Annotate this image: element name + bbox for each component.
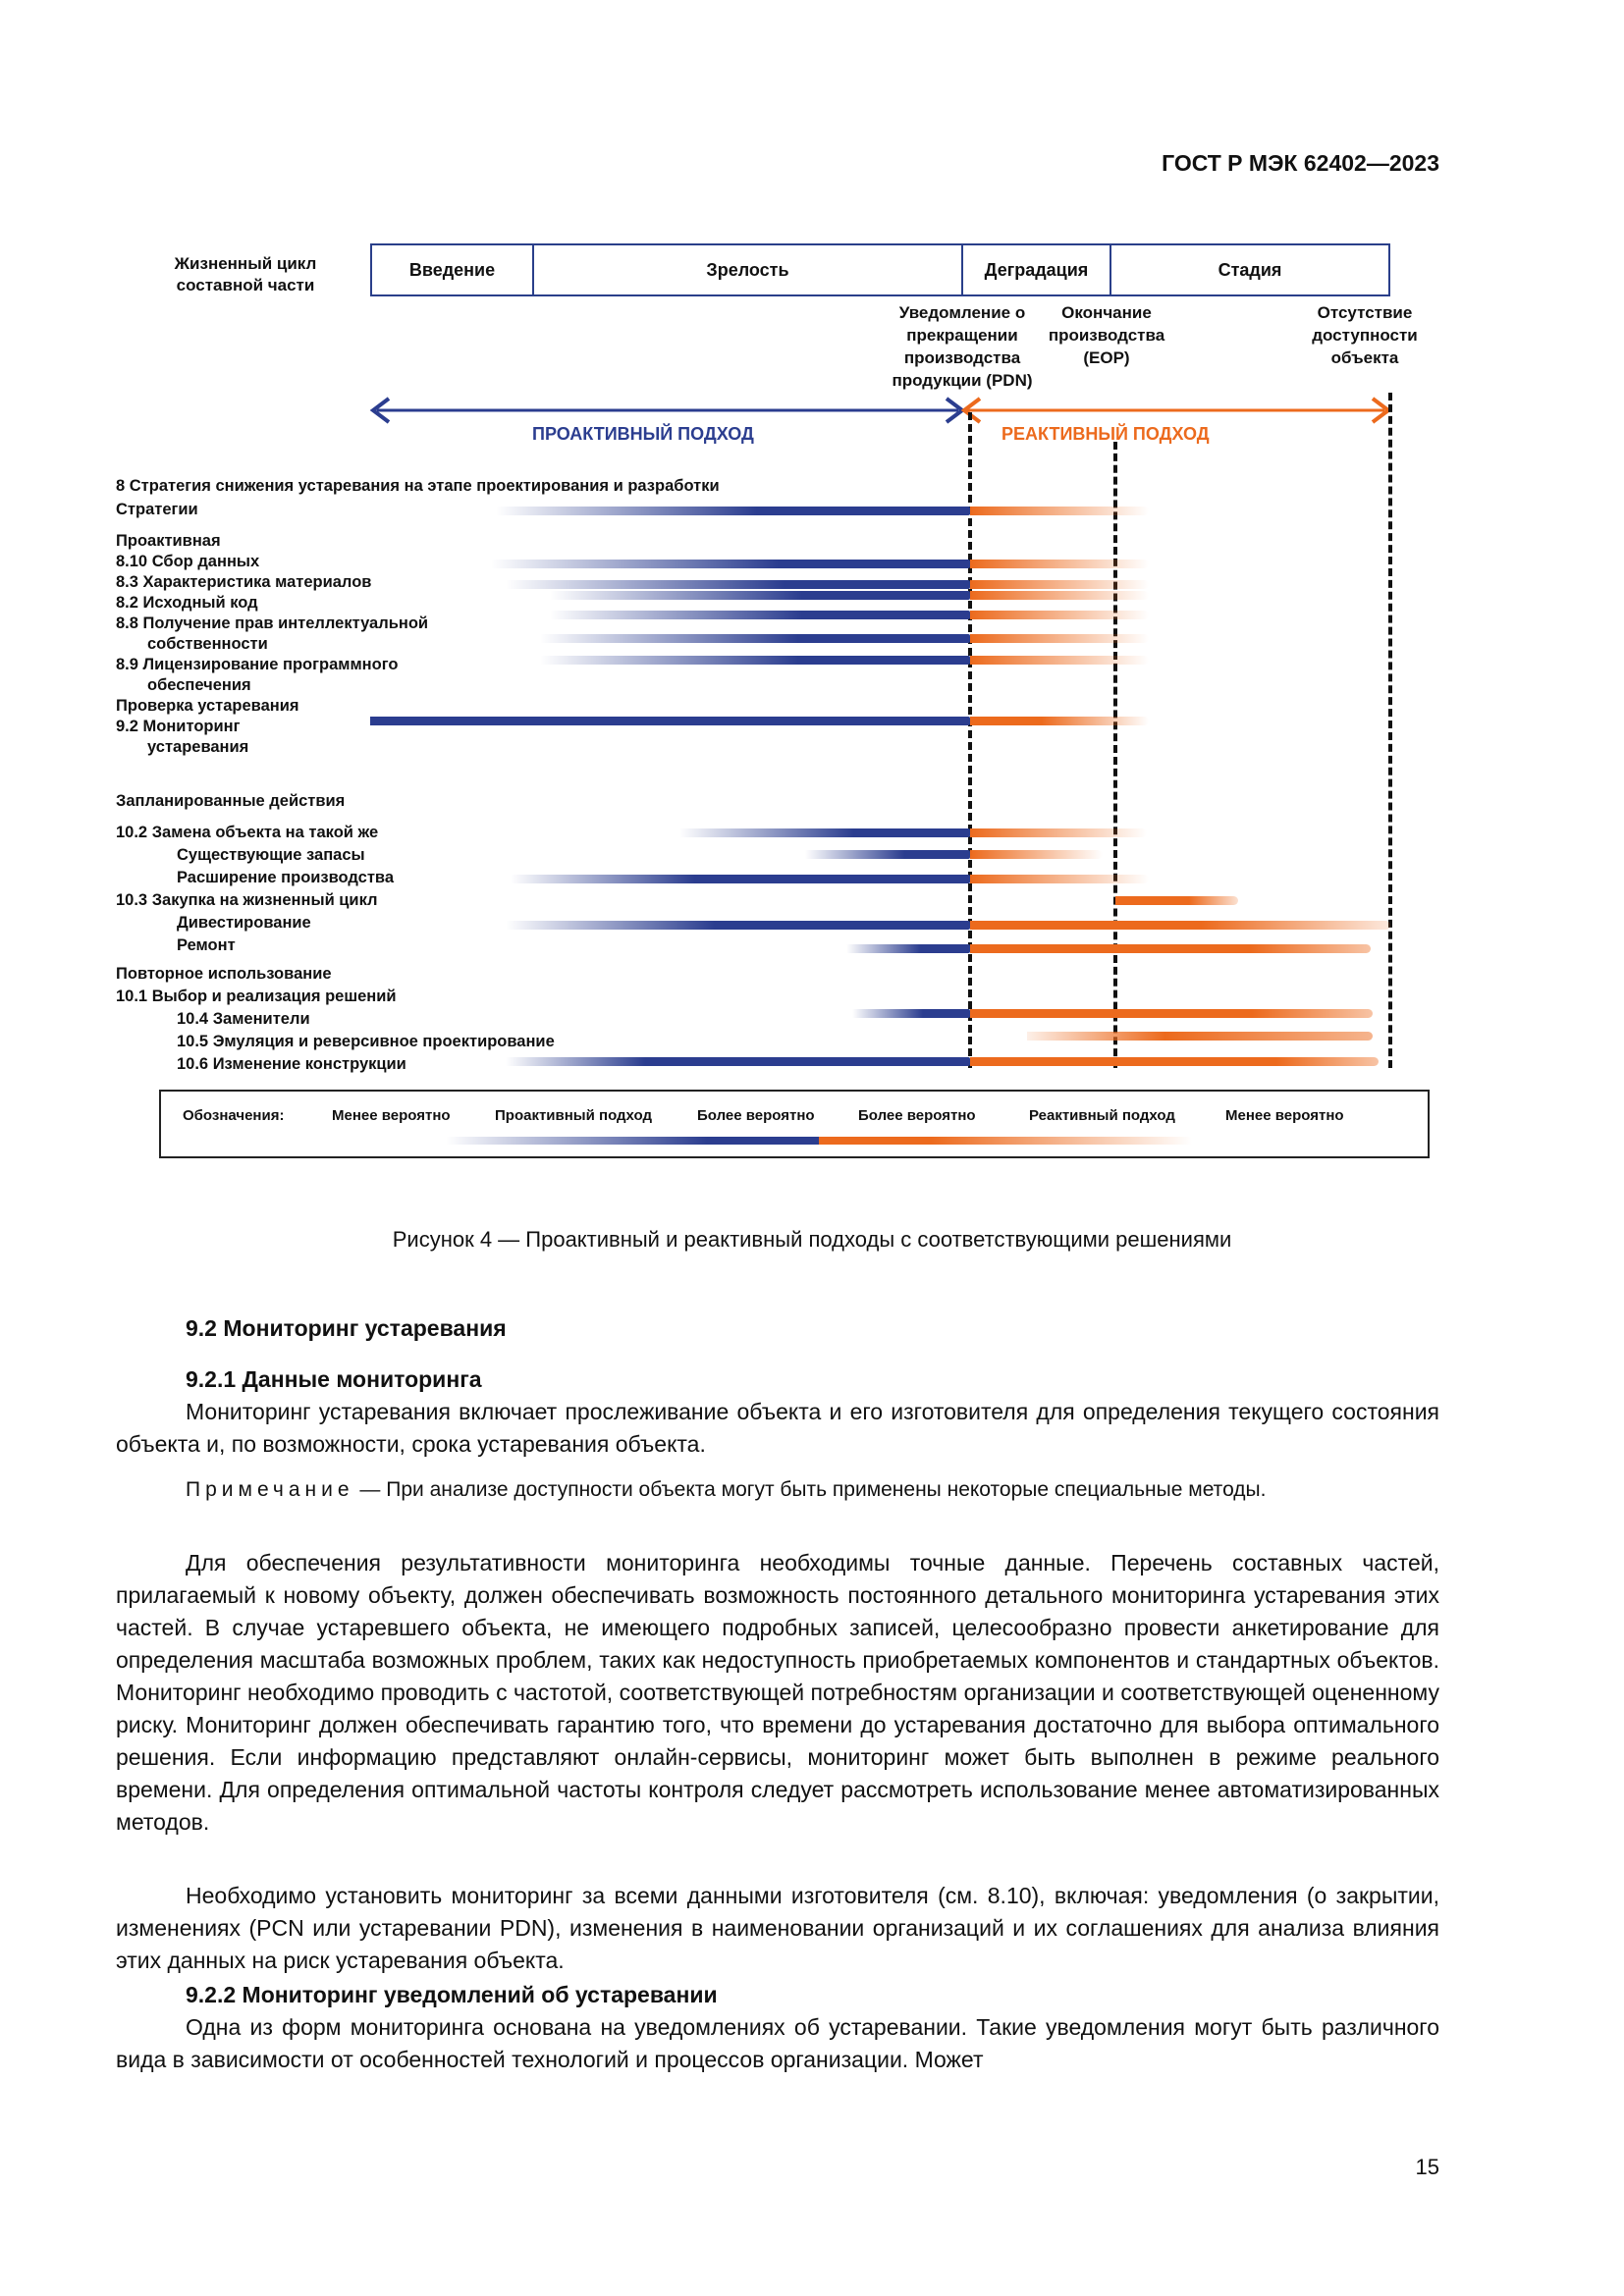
heading-9-2-2: 9.2.2 Мониторинг уведомлений об устаревании	[186, 1982, 718, 2007]
legend-reactive-bar	[819, 1137, 1192, 1145]
bar-divestment-reactive	[970, 921, 1390, 930]
bar-substitutes-reactive	[970, 1009, 1373, 1018]
row-label: устаревания	[147, 738, 249, 756]
bar-ip-rights-2-proactive	[540, 634, 970, 643]
bar-monitoring-reactive	[970, 717, 1149, 725]
bar-software-licensing-reactive	[970, 656, 1149, 665]
row-label: Проактивная	[116, 532, 221, 550]
bar-ip-rights-reactive	[970, 611, 1149, 619]
bar-redesign-reactive	[970, 1057, 1379, 1066]
reactive-label: РЕАКТИВНЫЙ ПОДХОД	[1001, 424, 1210, 444]
row-label: Запланированные действия	[116, 792, 346, 810]
bar-repair-reactive	[970, 944, 1371, 953]
milestone-unavailable: Отсутствие доступности объекта	[1312, 303, 1418, 367]
bar-strategies-proactive	[496, 507, 970, 515]
row-label: 8.3 Характеристика материалов	[116, 573, 372, 591]
bar-like-for-like-reactive	[970, 828, 1147, 837]
paragraph: Одна из форм мониторинга основана на уведомлениях об устаревании. Такие уведомления могут быть различного вида в зависимости от особенностей технологий и процессов организации. Может	[116, 2014, 1439, 2072]
bar-redesign-proactive	[506, 1057, 970, 1066]
standard-number: ГОСТ Р МЭК 62402—2023	[1162, 150, 1439, 176]
legend-item: Более вероятно	[858, 1107, 976, 1124]
stage-obsolescence: Стадия	[1110, 243, 1390, 296]
row-label: 8.10 Сбор данных	[116, 553, 260, 570]
bar-extension-proactive	[511, 875, 970, 883]
row-label: 8 Стратегия снижения устаревания на этапе проектирования и разработки	[116, 477, 720, 495]
bar-existing-stock-reactive	[970, 850, 1103, 859]
row-label: 10.4 Заменители	[177, 1010, 310, 1028]
legend-item: Более вероятно	[697, 1107, 815, 1124]
page-number: 15	[1415, 2155, 1439, 2179]
bar-ip-rights-2-reactive	[970, 634, 1149, 643]
legend-item: Реактивный подход	[1029, 1107, 1175, 1124]
bar-repair-proactive	[846, 944, 970, 953]
bar-ip-rights-proactive	[550, 611, 970, 619]
unavailable-dashed-line	[1388, 393, 1392, 1068]
bar-divestment-proactive	[506, 921, 970, 930]
heading-9-2: 9.2 Мониторинг устаревания	[186, 1315, 507, 1341]
paragraph: Мониторинг устаревания включает прослеживание объекта и его изготовителя для определения текущего состояния объекта и, по возможности, срока устаревания объекта.	[116, 1399, 1439, 1457]
row-label: Существующие запасы	[177, 846, 365, 864]
row-label: 10.6 Изменение конструкции	[177, 1055, 406, 1073]
legend-title: Обозначения:	[183, 1107, 285, 1124]
bar-data-collection-proactive	[491, 560, 970, 568]
paragraph: Необходимо установить мониторинг за всеми данными изготовителя (см. 8.10), включая: уведомления (о закрытии, изменениях (PCN или устаревании PDN), изменения в наименовании организаций и их соглашениях для анализа влияния этих данных на риск устаревания объекта.	[116, 1883, 1439, 1973]
eop-dashed-line	[1113, 442, 1117, 1068]
note: Примечание — При анализе доступности объекта могут быть применены некоторые специальные методы.	[186, 1478, 1267, 1501]
row-label: Повторное использование	[116, 965, 332, 983]
bar-data-collection-reactive	[970, 560, 1149, 568]
bar-monitoring-proactive	[370, 717, 970, 725]
bar-extension-reactive	[970, 875, 1149, 883]
bar-source-code-proactive	[550, 591, 970, 600]
row-label: Расширение производства	[177, 869, 395, 886]
bar-like-for-like-proactive	[679, 828, 970, 837]
proactive-label: ПРОАКТИВНЫЙ ПОДХОД	[532, 424, 754, 444]
legend-proactive-bar	[446, 1137, 819, 1145]
figure-legend	[159, 1090, 1430, 1158]
bar-strategies-reactive	[970, 507, 1149, 515]
row-label: 8.2 Исходный код	[116, 594, 258, 612]
row-label: 9.2 Мониторинг	[116, 718, 241, 735]
legend-item: Проактивный подход	[495, 1107, 653, 1124]
stage-introduction: Введение	[370, 243, 534, 296]
row-label: Проверка устаревания	[116, 697, 299, 715]
bar-source-code-reactive	[970, 591, 1149, 600]
bar-materials-reactive	[970, 580, 1149, 589]
note-label: Примечание	[186, 1478, 354, 1501]
milestone-eop: Окончание производства (EOP)	[1048, 303, 1165, 367]
row-label: 10.2 Замена объекта на такой же	[116, 824, 379, 841]
heading-9-2-1: 9.2.1 Данные мониторинга	[186, 1366, 482, 1392]
row-label: 10.5 Эмуляция и реверсивное проектирование	[177, 1033, 555, 1050]
row-label: Ремонт	[177, 936, 236, 954]
paragraph: Для обеспечения результативности мониторинга необходимы точные данные. Перечень составных частей, прилагаемый к новому объекту, должен обеспечивать возможность постоянного детального мониторинга устаревания этих частей. В случае устаревшего объекта, не имеющего подробных записей, целесообразно провести анкетирование для определения масштаба возможных проблем, таких как недоступность приобретаемых компонентов и стандартных объектов. Мониторинг необходимо проводить с частотой, соответствующей потребностям организации и соответствующей оцененному риску. Мониторинг должен обеспечивать гарантию того, что времени до устаревания достаточно для выбора оптимального решения. Если информацию представляют онлайн-сервисы, мониторинг может быть выполнен в режиме реального времени. Для определения оптимальной частоты контроля следует рассмотреть использование менее автоматизированных методов.	[116, 1550, 1439, 1835]
row-label: Стратегии	[116, 501, 198, 518]
figure-caption: Рисунок 4 — Проактивный и реактивный подходы с соответствующими решениями	[392, 1227, 1232, 1252]
bar-existing-stock-proactive	[805, 850, 970, 859]
bar-materials-proactive	[506, 580, 970, 589]
bar-substitutes-proactive	[852, 1009, 970, 1018]
legend-item: Менее вероятно	[332, 1107, 451, 1124]
stage-degradation: Деградация	[961, 243, 1111, 296]
bar-lifetime-buy-reactive	[1115, 896, 1238, 905]
row-label: 10.3 Закупка на жизненный цикл	[116, 891, 378, 909]
approach-arrows	[363, 393, 1404, 432]
legend-item: Менее вероятно	[1225, 1107, 1344, 1124]
bar-software-licensing-proactive	[540, 656, 970, 665]
row-label: обеспечения	[147, 676, 251, 694]
stage-maturity: Зрелость	[532, 243, 963, 296]
row-label: Дивестирование	[177, 914, 311, 932]
row-label: 8.8 Получение прав интеллектуальной	[116, 614, 429, 632]
lifecycle-label: Жизненный цикл составной части	[174, 254, 317, 294]
milestone-pdn: Уведомление о прекращении производства продукции (PDN)	[892, 303, 1033, 390]
bar-emulation-reactive	[1027, 1032, 1373, 1041]
row-label: 8.9 Лицензирование программного	[116, 656, 399, 673]
row-label: собственности	[147, 635, 268, 653]
row-label: 10.1 Выбор и реализация решений	[116, 988, 397, 1005]
